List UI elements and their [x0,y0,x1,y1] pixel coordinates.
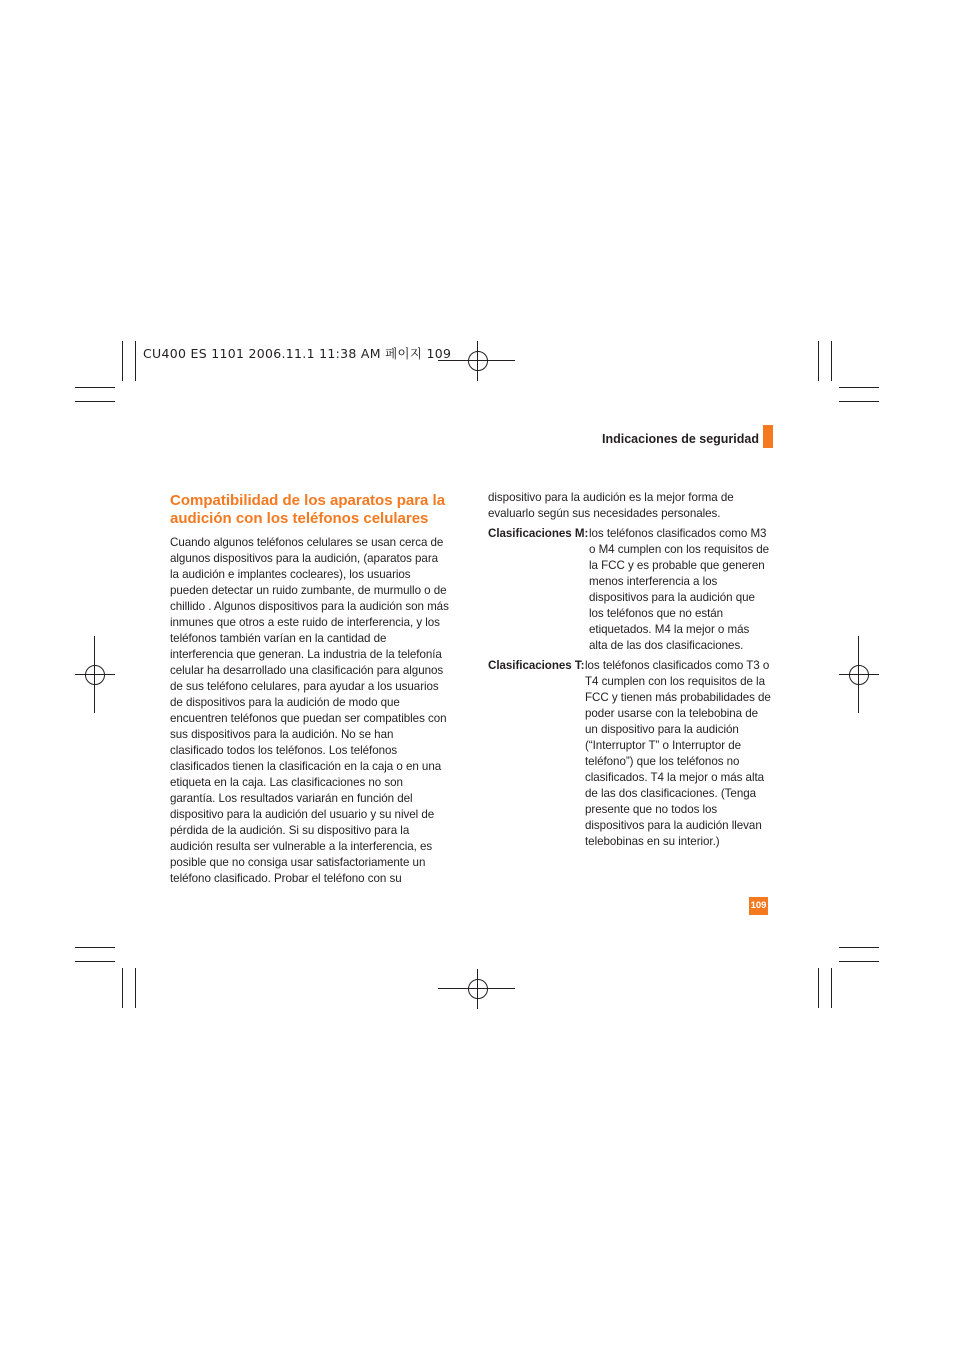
body-line: menos interferencia a los [589,575,718,588]
crop-mark [831,968,832,1008]
body-line: clasificado todos los teléfonos. Los teléfonos [170,744,398,757]
body-line: telebobinas en su interior.) [585,835,720,848]
registration-target-icon [75,655,115,695]
body-line: posible que no consiga usar satisfactoriamente un [170,856,426,869]
print-slug: CU400 ES 1101 2006.11.1 11:38 AM 페이지 109 [143,346,452,361]
body-line: (“Interruptor T” o Interruptor de [585,739,742,752]
body-line: T4 cumplen con los requisitos de la [585,675,765,688]
crop-mark [122,341,123,381]
body-line: interferencia que generan. La industria de la telefonía [170,648,442,661]
body-line: de sus teléfono celulares, para ayudar a los usuarios [170,680,439,693]
crop-mark [818,341,819,381]
body-line: clasificados. T4 la mejor o más alta [585,771,765,784]
body-line: evaluarlo según sus necesidades personales. [488,507,721,520]
section-title: Indicaciones de seguridad [602,432,759,446]
rating-term-t: Clasificaciones T: [488,659,585,672]
crop-mark [839,387,879,388]
body-line: los teléfonos que no están [589,607,724,620]
body-line: audición resulta ser vulnerable a la interferencia, es [170,840,433,853]
registration-target-icon [458,341,498,381]
body-line: poder usarse con la telebobina de [585,707,759,720]
body-line: un dispositivo para la audición [585,723,739,736]
rating-description-m [589,526,774,654]
crop-mark [75,947,115,948]
body-line: teléfono”) que los teléfonos no [585,755,740,768]
body-line: garantía. Los resultados variarán en función del [170,792,413,805]
body-line: de dispositivos para la audición de modo que [170,696,400,709]
crop-mark [818,968,819,1008]
body-line: etiquetados. M4 la mejor o más [589,623,750,636]
body-line: de las dos clasificaciones. (Tenga [585,787,757,800]
crop-mark [75,387,115,388]
body-line: dispositivos para la audición que [589,591,755,604]
body-line: dispositivo para la audición del usuario y su nivel de [170,808,435,821]
body-line: la audición e implantes cocleares), los usuarios [170,568,411,581]
body-line: pueden detectar un ruido zumbante, de murmullo o de [170,584,447,597]
body-line: FCC y tienen más probabilidades de [585,691,771,704]
body-line: celular ha desarrollado una clasificación para algunos [170,664,444,677]
crop-mark [831,341,832,381]
registration-target-icon [458,969,498,1009]
crop-mark [839,401,879,402]
body-line: teléfono clasificado. Probar el teléfono con su [170,872,402,885]
article-heading [170,492,460,527]
crop-mark [135,968,136,1008]
body-line: pérdida de la audición. Si su dispositivo para la [170,824,410,837]
crop-mark [75,961,115,962]
body-line: encuentren teléfonos que puedan ser compatibles con [170,712,447,725]
body-line: los teléfonos clasificados como M3 [589,527,767,540]
heading-line: Compatibilidad de los aparatos para la [170,492,446,509]
body-line: o M4 cumplen con los requisitos de [589,543,770,556]
body-line: chillido . Algunos dispositivos para la audición son más [170,600,449,613]
body-line: teléfonos también varían en la cantidad de [170,632,387,645]
body-line: clasificados tienen la clasificación en la caja o en una [170,760,442,773]
crop-mark [75,401,115,402]
article-body-continued [488,490,778,522]
body-line: dispositivo para la audición es la mejor forma de [488,491,734,504]
body-line: inmunes que otros a este ruido de interferencia, y los [170,616,440,629]
body-line: Cuando algunos teléfonos celulares se usan cerca de [170,536,444,549]
body-line: presente que no todos los [585,803,718,816]
page-number: 109 [749,897,768,915]
body-line: la FCC y es probable que generen [589,559,765,572]
section-accent-bar [763,425,773,448]
body-line: etiqueta en la caja. Las clasificaciones no son [170,776,403,789]
crop-mark [135,341,136,381]
body-line: los teléfonos clasificados como T3 o [585,659,770,672]
article-body [170,535,455,887]
body-line: dispositivos para la audición llevan [585,819,762,832]
body-line: sus dispositivos para la audición. No se han [170,728,394,741]
crop-mark [122,968,123,1008]
body-line: alta de las dos clasificaciones. [589,639,744,652]
crop-mark [839,961,879,962]
registration-target-icon [839,655,879,695]
rating-description-t [585,658,775,850]
rating-term-m: Clasificaciones M: [488,527,589,540]
heading-line: audición con los teléfonos celulares [170,509,429,527]
crop-mark [839,947,879,948]
body-line: algunos dispositivos para la audición, (aparatos para [170,552,439,565]
